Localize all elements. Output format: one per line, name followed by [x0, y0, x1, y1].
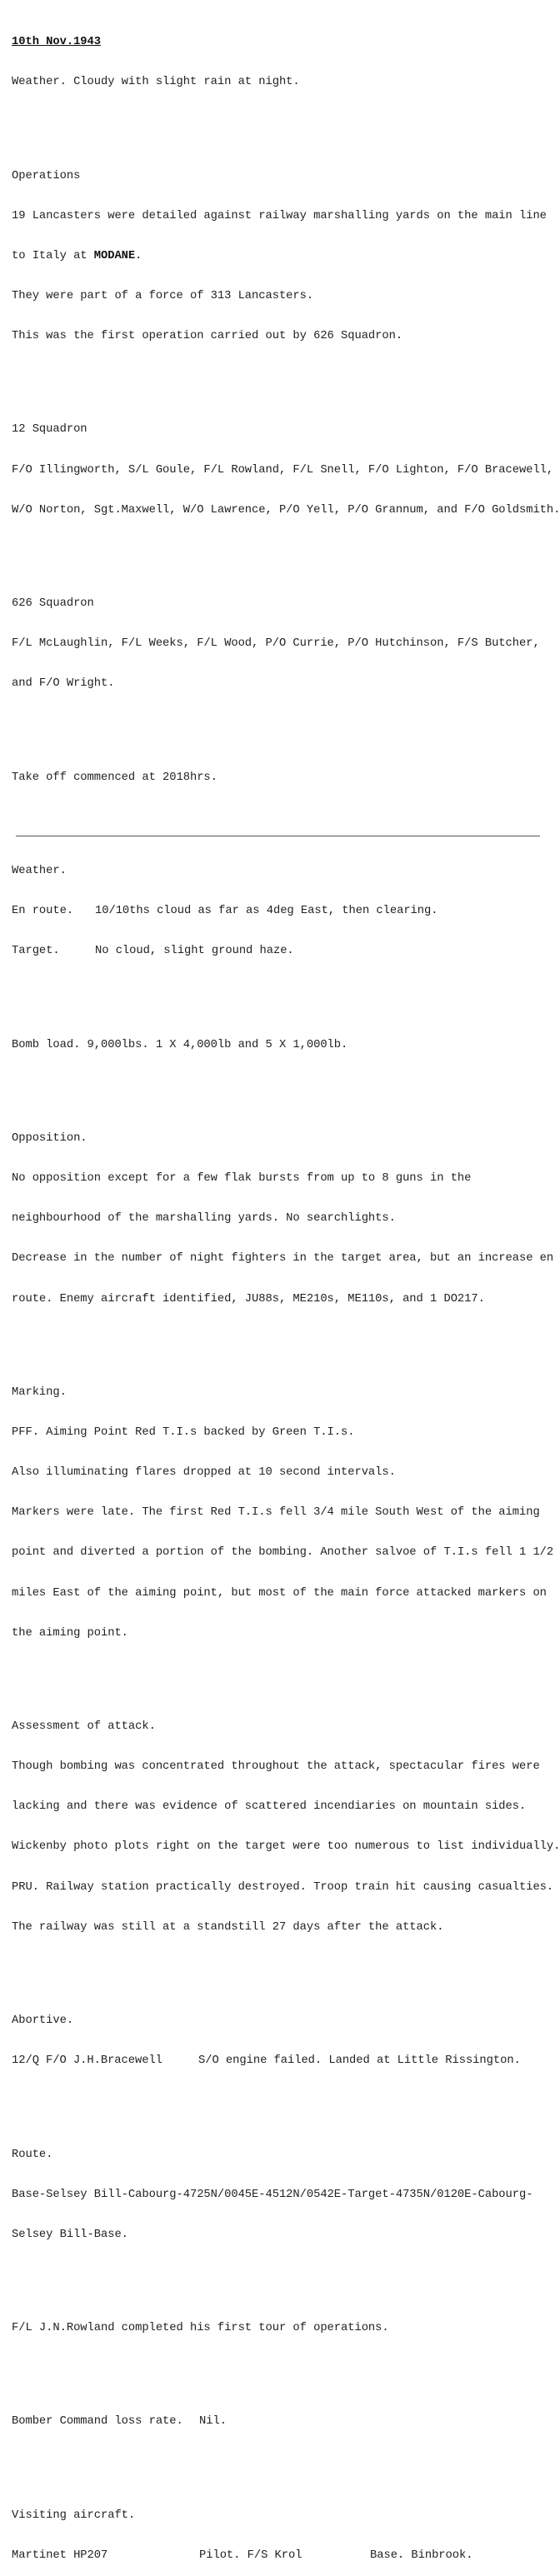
operations-line: [12, 250, 545, 263]
visiting-entry: [12, 2549, 545, 2563]
marking-line: PFF. Aiming Point Red T.I.s backed by Green T.I.s.: [12, 1425, 355, 1439]
target-name: MODANE: [93, 249, 136, 262]
operations-line: This was the first operation carried out by 626 Squadron.: [12, 330, 403, 343]
spacer: [12, 1079, 545, 1092]
spacer: [12, 985, 545, 998]
visiting-pilot: Pilot. F/S Krol: [199, 2549, 302, 2562]
marking-line: Markers were late. The first Red T.I.s fell 3/4 mile South West of the aiming: [12, 1506, 540, 1520]
spacer: [12, 2362, 545, 2375]
spacer: [12, 1961, 545, 1974]
loss-rate-label: Bomber Command loss rate.: [12, 2415, 183, 2429]
visiting-base: Base. Binbrook.: [370, 2549, 473, 2562]
assessment-line: PRU. Railway station practically destroyed. Troop train hit causing casualties.: [12, 1880, 554, 1894]
route-line: Selsey Bill-Base.: [12, 2228, 128, 2241]
marking-heading: Marking.: [12, 1385, 67, 1399]
spacer: [12, 2094, 545, 2108]
operations-heading: Operations: [12, 169, 81, 182]
assessment-heading: Assessment of attack.: [12, 1720, 156, 1733]
spacer: [12, 1667, 545, 1680]
abortive-heading: Abortive.: [12, 2014, 74, 2028]
opposition-heading: Opposition.: [12, 1131, 88, 1145]
squadron-626-crew-line: F/L McLaughlin, F/L Weeks, F/L Wood, P/O Currie, P/O Hutchinson, F/S Butcher,: [12, 637, 540, 651]
abortive-entry: [12, 2054, 545, 2068]
spacer: [12, 811, 545, 825]
route-heading: Route.: [12, 2148, 53, 2161]
operations-record-page: [12, 9, 560, 2576]
assessment-line: Wickenby photo plots right on the target were too numerous to list individually.: [12, 1840, 560, 1854]
spacer: [12, 370, 545, 383]
en-route-text: 10/10ths cloud as far as 4deg East, then clearing.: [95, 905, 438, 918]
weather-target: [12, 945, 545, 958]
spacer: [12, 717, 545, 731]
operations-line: They were part of a force of 313 Lancasters.: [12, 289, 314, 302]
abortive-reason: S/O engine failed. Landed at Little Rissington.: [198, 2054, 521, 2068]
target-label: Target.: [12, 945, 60, 958]
visiting-heading: Visiting aircraft.: [12, 2509, 136, 2522]
bomb-load: Bomb load. 9,000lbs. 1 X 4,000lb and 5 X 1,000lb.: [12, 1038, 348, 1051]
marking-line: the aiming point.: [12, 1626, 128, 1640]
squadron-12-crew-line: F/O Illingworth, S/L Goule, F/L Rowland, F/L Snell, F/O Lighton, F/O Bracewell,: [12, 463, 554, 477]
spacer: [12, 2456, 545, 2469]
weather-en-route: [12, 905, 545, 918]
opposition-line: neighbourhood of the marshalling yards. No searchlights.: [12, 1212, 396, 1226]
squadron-12-heading: 12 Squadron: [12, 423, 88, 437]
spacer: [12, 116, 545, 129]
abortive-aircraft: 12/Q: [12, 2054, 39, 2068]
opposition-line: No opposition except for a few flak bursts from up to 8 guns in the: [12, 1172, 472, 1186]
spacer: [12, 544, 545, 557]
spacer: [12, 2269, 545, 2282]
visiting-aircraft: Martinet HP207: [12, 2549, 108, 2562]
assessment-line: Though bombing was concentrated throughout the attack, spectacular fires were: [12, 1760, 540, 1774]
opposition-line: route. Enemy aircraft identified, JU88s, ME210s, ME110s, and 1 DO217.: [12, 1292, 485, 1305]
takeoff-time: Take off commenced at 2018hrs.: [12, 771, 218, 784]
route-line: Base-Selsey Bill-Cabourg-4725N/0045E-4512N/0542E-Target-4735N/0120E-Cabourg-: [12, 2188, 533, 2201]
squadron-626-crew-line: and F/O Wright.: [12, 677, 115, 691]
assessment-line: The railway was still at a standstill 27 days after the attack.: [12, 1920, 444, 1934]
target-text: No cloud, slight ground haze.: [95, 945, 294, 958]
marking-line: point and diverted a portion of the bombing. Another salvoe of T.I.s fell 1 1/2: [12, 1546, 554, 1560]
squadron-12-crew-line: W/O Norton, Sgt.Maxwell, W/O Lawrence, P/O Yell, P/O Grannum, and F/O Goldsmith.: [12, 503, 560, 517]
en-route-label: En route.: [12, 905, 74, 918]
entry-date: [12, 36, 545, 49]
loss-rate: [12, 2415, 545, 2429]
marking-line: miles East of the aiming point, but most of the main force attacked markers on: [12, 1586, 547, 1600]
operations-suffix: .: [135, 249, 142, 262]
weather-summary: Weather. Cloudy with slight rain at night.: [12, 76, 300, 89]
weather-heading: Weather.: [12, 865, 67, 877]
assessment-line: lacking and there was evidence of scattered incendiaries on mountain sides.: [12, 1800, 527, 1814]
marking-line: Also illuminating flares dropped at 10 second intervals.: [12, 1466, 396, 1480]
squadron-626-heading: 626 Squadron: [12, 597, 94, 611]
spacer: [12, 1333, 545, 1346]
abortive-pilot: F/O J.H.Bracewell: [46, 2054, 162, 2068]
loss-rate-value: Nil.: [199, 2415, 227, 2429]
tour-note: F/L J.N.Rowland completed his first tour of operations.: [12, 2322, 389, 2335]
date-heading: 10th Nov.1943: [12, 36, 101, 49]
operations-prefix: to Italy at: [12, 249, 94, 262]
operations-line: 19 Lancasters were detailed against railway marshalling yards on the main line: [12, 209, 547, 222]
opposition-line: Decrease in the number of night fighters in the target area, but an increase en: [12, 1252, 554, 1266]
